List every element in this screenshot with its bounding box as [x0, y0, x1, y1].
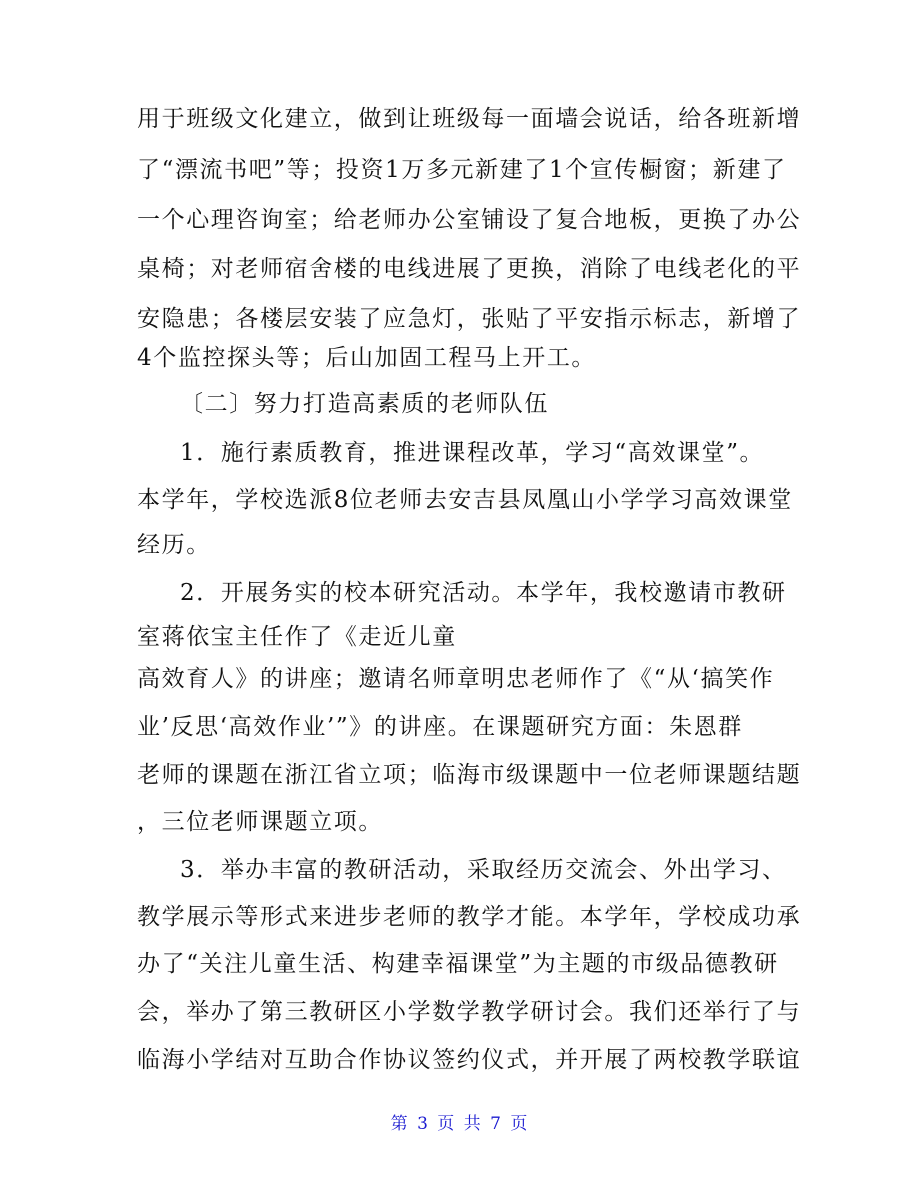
text-line: 高效育人》的讲座；邀请名师章明忠老师作了《“从‘搞笑作: [137, 666, 775, 692]
text-line: 3．举办丰富的教研活动，采取经历交流会、外出学习、: [180, 857, 787, 883]
text-line: 业’反思‘高效作业’”》的讲座。在课题研究方面：朱恩群: [137, 714, 743, 740]
text-line: 老师的课题在浙江省立项；临海市级课题中一位老师课题结题: [137, 762, 802, 788]
text-line: 桌椅；对老师宿舍楼的电线进展了更换，消除了电线老化的平: [137, 256, 802, 282]
text-line: 一个心理咨询室；给老师办公室铺设了复合地板，更换了办公: [137, 207, 802, 233]
text-line: ，三位老师课题立项。: [137, 809, 383, 835]
text-line: 会，举办了第三教研区小学数学教学研讨会。我们还举行了与: [137, 999, 802, 1025]
text-line: 临海小学结对互助合作协议签约仪式，并开展了两校教学联谊: [137, 1047, 802, 1073]
page-number-footer: 第 3 页 共 7 页: [390, 1114, 530, 1134]
text-line: 1．施行素质教育，推进课程改革，学习“高效课堂”。: [180, 440, 765, 466]
text-line: 2．开展务实的校本研究活动。本学年，我校邀请市教研: [180, 580, 787, 606]
text-line: 4个监控探头等；后山加固工程马上开工。: [137, 345, 597, 371]
text-line: 安隐患；各楼层安装了应急灯，张贴了平安指示标志，新增了: [137, 306, 802, 332]
text-line: 办了“关注儿童生活、构建幸福课堂”为主题的市级品德教研: [137, 951, 779, 977]
text-line: 经历。: [137, 532, 211, 558]
text-line: 本学年，学校选派8位老师去安吉县凤凰山小学学习高效课堂: [137, 487, 793, 513]
text-line: 教学展示等形式来进步老师的教学才能。本学年，学校成功承: [137, 904, 802, 930]
text-line: 用于班级文化建立，做到让班级每一面墙会说话，给各班新增: [137, 106, 802, 132]
text-line: 了“漂流书吧”等；投资1万多元新建了1个宣传橱窗；新建了: [137, 157, 787, 183]
text-line: 室蒋依宝主任作了《走近儿童: [137, 624, 457, 650]
section-heading: 〔二〕努力打造高素质的老师队伍: [180, 391, 549, 417]
